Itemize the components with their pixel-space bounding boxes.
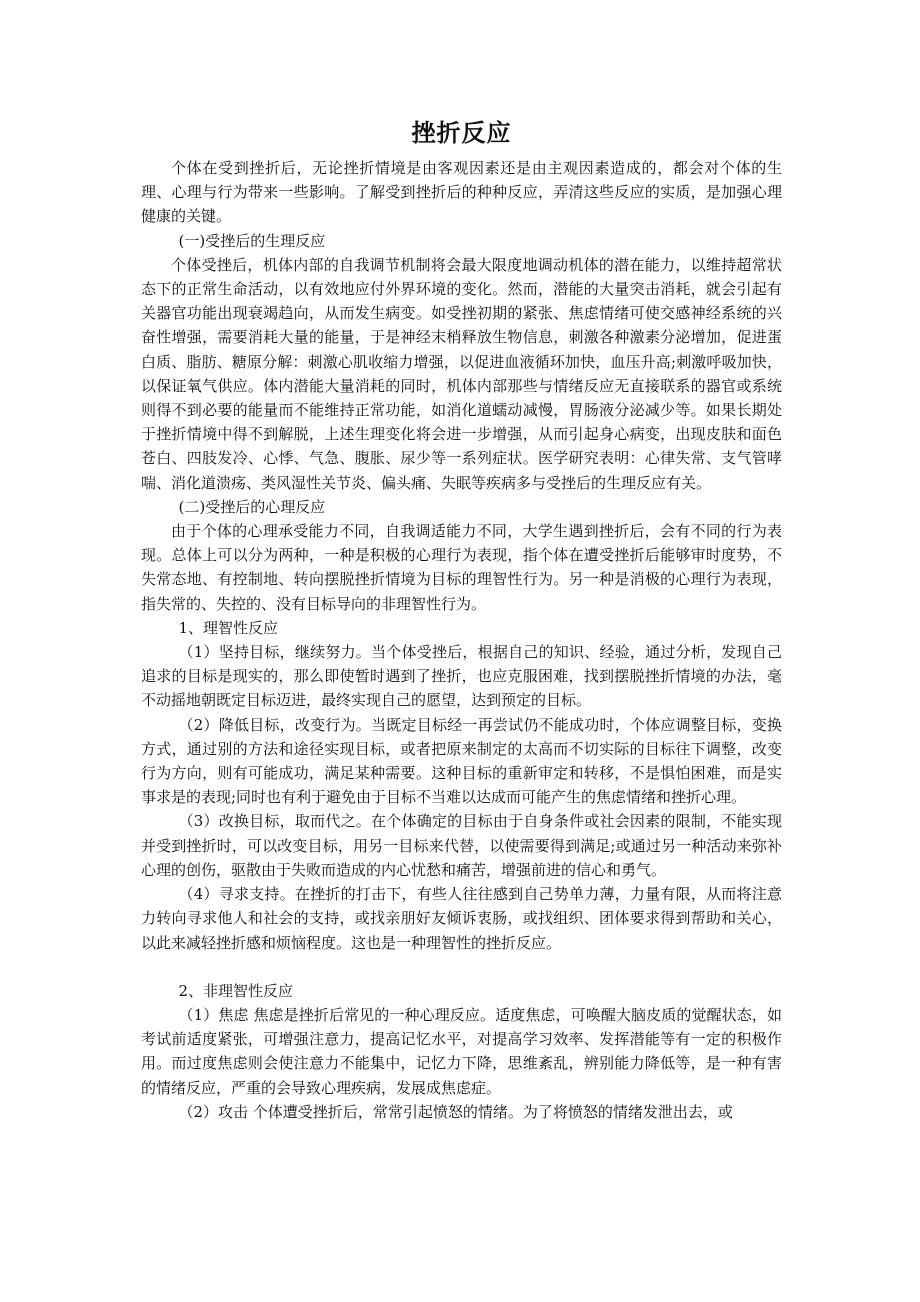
rational-item-4: （4）寻求支持。在挫折的打击下，有些人往往感到自己势单力薄，力量有限，从而将注意力转向寻求他人和社会的支持，或找亲朋好友倾诉衷肠，或找组织、团体要求得到帮助和关心，以此来减轻挫折感和烦恼程度。这也是一种理智性的挫折反应。 [141, 885, 782, 952]
psychological-paragraph: 由于个体的心理承受能力不同，自我调适能力不同，大学生遇到挫折后，会有不同的行为表现。总体上可以分为两种，一种是积极的心理行为表现，指个体在遭受挫折后能够审时度势，不失常态地、有控制地、转向摆脱挫折情境为目标的理智性行为。另一种是消极的心理行为表现，指失常的、失控的、没有目标导向的非理智性行为。 [141, 522, 782, 613]
irrational-item-2: （2）攻击 个体遭受挫折后，常常引起愤怒的情绪。为了将愤怒的情绪发泄出去，或 [178, 1102, 733, 1121]
section-heading-psychological: (二)受挫后的心理反应 [178, 497, 326, 516]
paragraph-spacer [141, 955, 782, 979]
irrational-item-1: （1）焦虑 焦虑是挫折后常见的一种心理反应。适度焦虑，可唤醒大脑皮质的觉醒状态，如考试前适度紧张，可增强注意力，提高记忆水平，对提高学习效率、发挥潜能等有一定的积极作用。而过度焦虑则会使注意力不能集中，记忆力下降，思维紊乱，辨别能力降低等，是一种有害的情绪反应，严重的会导致心理疾病，发展成焦虑症。 [141, 1005, 782, 1097]
subheading-irrational: 2、非理智性反应 [178, 981, 294, 1000]
physiological-paragraph: 个体受挫后，机体内部的自我调节机制将会最大限度地调动机体的潜在能力，以维持超常状态下的正常生命活动，以有效地应付外界环境的变化。然而，潜能的大量突击消耗，就会引起有关器官功能出现衰竭趋向，从而发生病变。如受挫初期的紧张、焦虑情绪可使交感神经系统的兴奋性增强，需要消耗大量的能量，于是神经末梢释放生物信息，刺激各种激素分泌增加，促进蛋白质、脂肪、糖原分解：刺激心肌收缩力增强，以促进血液循环加快，血压升高;刺激呼吸加快，以保证氧气供应。体内潜能大量消耗的同时，机体内部那些与情绪反应无直接联系的器官或系统则得不到必要的能量而不能维持正常功能，如消化道蠕动减慢，胃肠液分泌减少等。如果长期处于挫折情境中得不到解脱，上述生理变化将会进一步增强，从而引起身心病变，出现皮肤和面色苍白、四肢发冷、心悸、气急、腹胀、尿少等一系列症状。医学研究表明：心律失常、支气管哮喘、消化道溃疡、类风湿性关节炎、偏头痛、失眠等疾病多与受挫后的生理反应有关。 [141, 255, 782, 492]
rational-item-2: （2）降低目标，改变行为。当既定目标经一再尝试仍不能成功时，个体应调整目标，变换方式，通过别的方法和途径实现目标，或者把原来制定的太高而不切实际的目标往下调整，改变行为方向，则有可能成功，满足某种需要。这种目标的重新审定和转移，不是惧怕困难，而是实事求是的表现;同时也有利于避免由于目标不当难以达成而可能产生的焦虑情绪和挫折心理。 [141, 715, 782, 807]
rational-item-3: （3）改换目标，取而代之。在个体确定的目标由于自身条件或社会因素的限制，不能实现并受到挫折时，可以改变目标，用另一目标来代替，以使需要得到满足;或通过另一种活动来弥补心理的创伤，驱散由于失败而造成的内心忧愁和痛苦，增强前进的信心和勇气。 [141, 812, 782, 879]
intro-paragraph: 个体在受到挫折后，无论挫折情境是由客观因素还是由主观因素造成的，都会对个体的生理、心理与行为带来一些影响。了解受到挫折后的种种反应，弄清这些反应的实质，是加强心理健康的关键。 [141, 159, 782, 226]
rational-item-1: （1）坚持目标，继续努力。当个体受挫后，根据自己的知识、经验，通过分析，发现自己追求的目标是现实的，那么即使暂时遇到了挫折，也应克服困难，找到摆脱挫折情境的办法，毫不动摇地朝既定目标迈进，最终实现自己的愿望，达到预定的目标。 [141, 643, 782, 710]
section-heading-physiological: (一)受挫后的生理反应 [178, 231, 326, 250]
subheading-rational: 1、理智性反应 [178, 618, 279, 637]
document-title: 挫折反应 [411, 119, 512, 147]
document-page [141, 116, 782, 1124]
